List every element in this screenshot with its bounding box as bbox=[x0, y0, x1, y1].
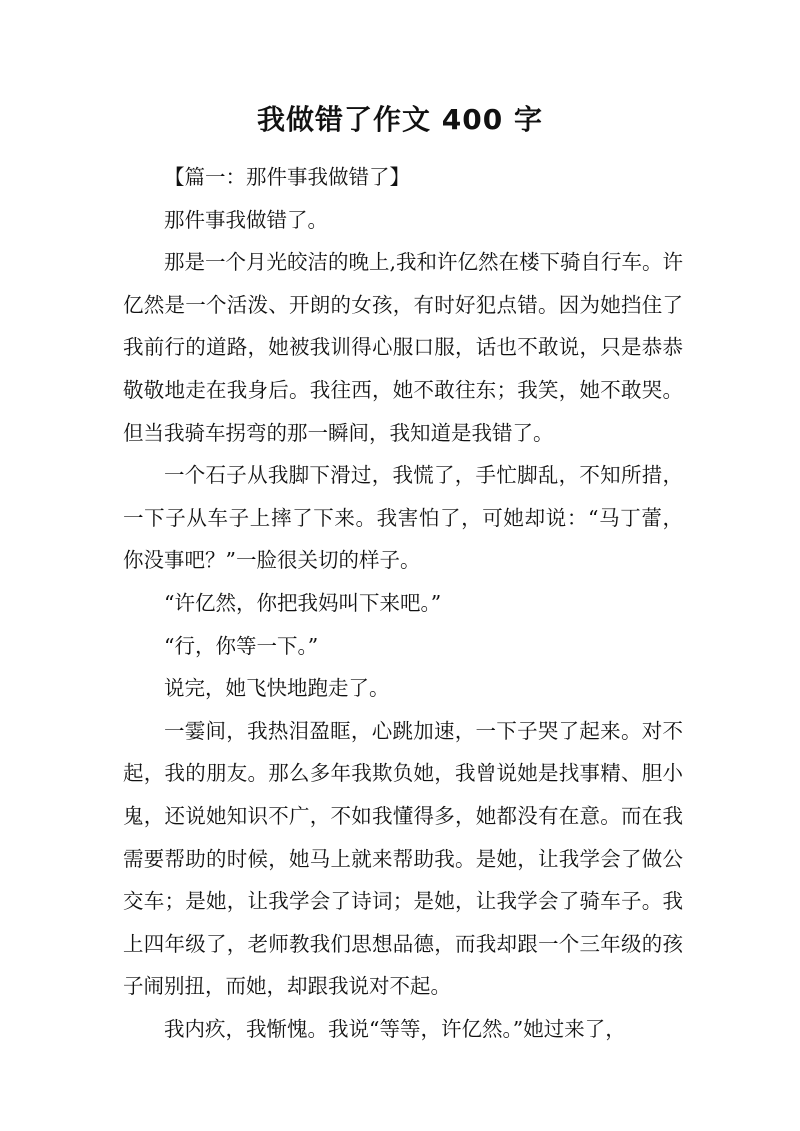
paragraph: “许亿然，你把我妈叫下来吧。” bbox=[164, 590, 442, 615]
paragraph: 说完，她飞快地跑走了。 bbox=[164, 676, 390, 701]
document-title: 我做错了作文 400 字 bbox=[257, 103, 543, 136]
paragraph: 那件事我做错了。 bbox=[164, 207, 328, 232]
document-body bbox=[123, 156, 683, 1050]
paragraph: 一霎间，我热泪盈眶，心跳加速，一下子哭了起来。对不起，我的朋友。那么多年我欺负她，我曾说她是找事精、胆小鬼，还说她知识不广，不如我懂得多，她都没有在意。而在我需要帮助的时候，她马上就来帮助我。是她，让我学会了做公交车；是她，让我学会了诗词；是她，让我学会了骑车子。我上四年级了，老师教我们思想品德，而我却跟一个三年级的孩子闹别扭，而她，却跟我说对不起。 bbox=[123, 718, 683, 999]
paragraph: 一个石子从我脚下滑过，我慌了，手忙脚乱，不知所措，一下子从车子上摔了下来。我害怕了，可她却说：“马丁蕾，你没事吧？”一脸很关切的样子。 bbox=[123, 463, 683, 573]
paragraph: 我内疚，我惭愧。我说“等等，许亿然。”她过来了， bbox=[164, 1016, 626, 1041]
paragraph: 那是一个月光皎洁的晚上,我和许亿然在楼下骑自行车。许亿然是一个活泼、开朗的女孩，有时好犯点错。因为她挡住了我前行的道路，她被我训得心服口服，话也不敢说，只是恭恭敬敬地走在我身后。我往西，她不敢往东；我笑，她不敢哭。但当我骑车拐弯的那一瞬间，我知道是我错了。 bbox=[123, 250, 684, 445]
section-heading: 【篇一：那件事我做错了】 bbox=[164, 165, 410, 189]
paragraph: “行，你等一下。” bbox=[164, 633, 319, 658]
